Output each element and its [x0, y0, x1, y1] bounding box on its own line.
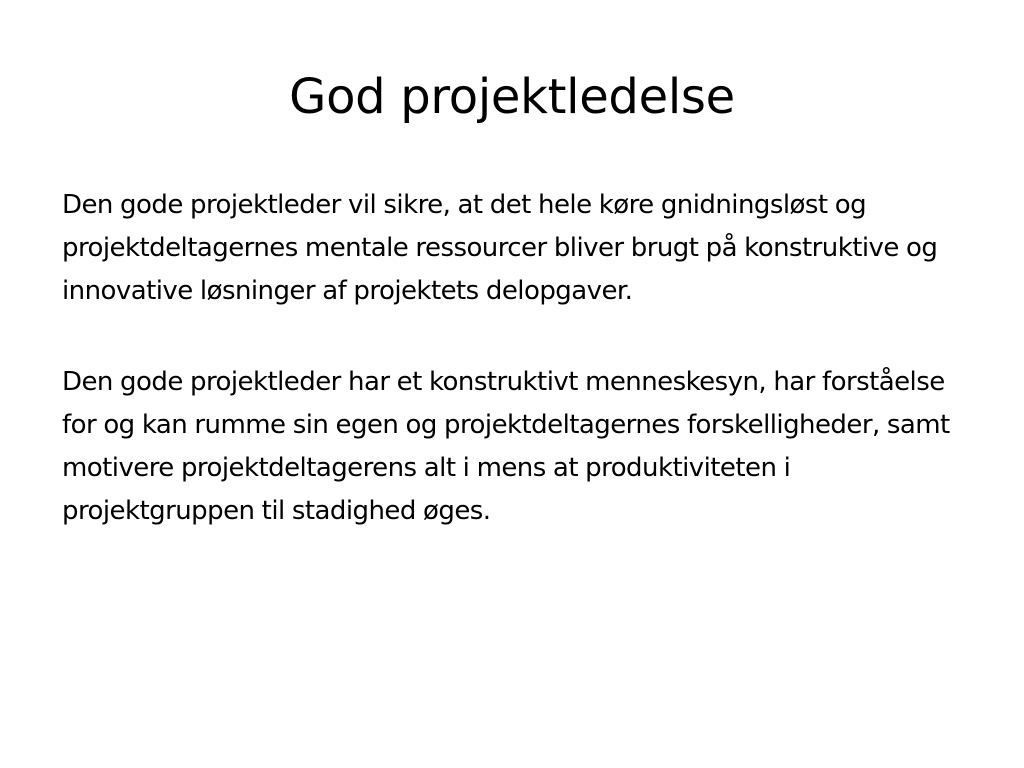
slide-title: God projektledelse [289, 69, 735, 125]
slide-body [62, 184, 967, 533]
body-paragraph-2: Den gode projektleder har et konstruktivt menneskesyn, har forståelse for og kan rumme sin egen og projektdeltagernes forskelligheder, samt motivere projektdeltagerens alt i mens at produktiviteten i projektgruppen til stadighed øges. [62, 367, 950, 526]
body-paragraph-1: Den gode projektleder vil sikre, at det hele køre gnidningsløst og projektdeltagernes mentale ressourcer bliver brugt på konstruktive og innovative løsninger af projektets delopgaver. [62, 190, 938, 306]
